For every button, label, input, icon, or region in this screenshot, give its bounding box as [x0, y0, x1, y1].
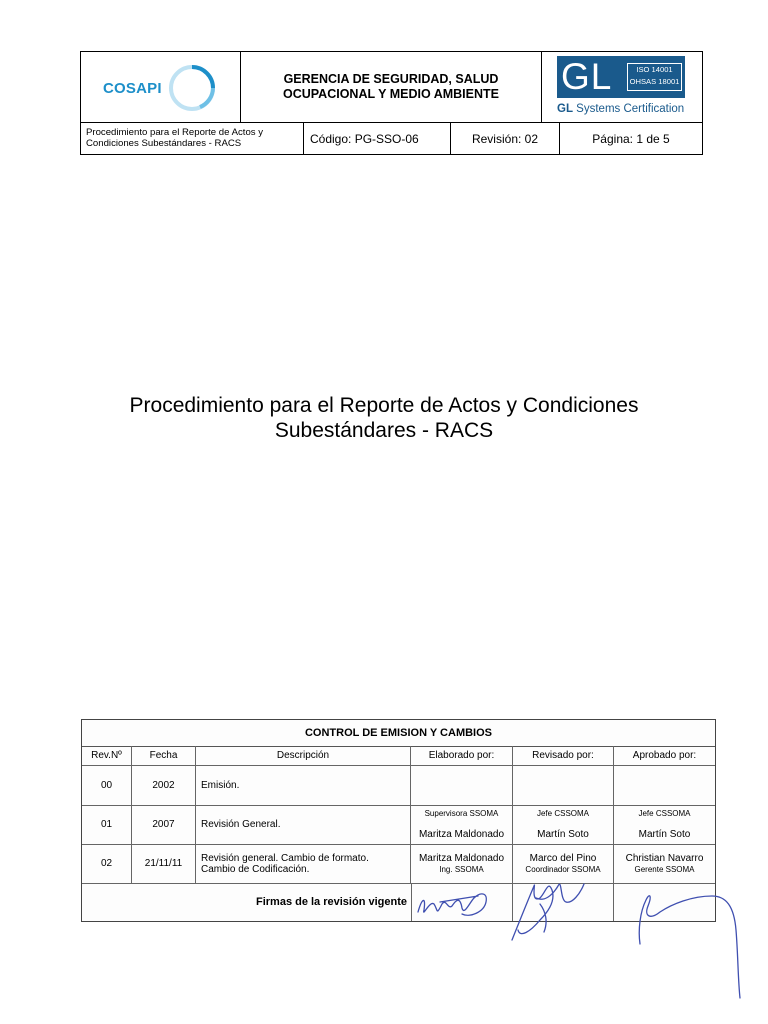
gl-logo-box: [557, 56, 685, 98]
reviewed-role: Coordinador SSOMA: [525, 864, 601, 874]
reviewed-name: Marco del Pino: [529, 852, 597, 864]
gl-brand-bold: GL: [557, 103, 573, 115]
row-date: 21/11/11: [132, 844, 196, 883]
gl-standard-ohsas: OHSAS 18001: [629, 77, 680, 86]
table-row: [82, 844, 715, 884]
elaborated-role: Ing. SSOMA: [439, 864, 484, 874]
column-header-approved: Aprobado por:: [632, 750, 697, 761]
header-row-bottom: [81, 122, 702, 155]
row-approved: [614, 805, 715, 844]
control-table-title: CONTROL DE EMISION Y CAMBIOS: [82, 720, 715, 747]
description-line-2: Cambio de Codificación.: [201, 863, 310, 875]
gl-standard-iso: ISO 14001: [636, 65, 673, 74]
row-rev: 00: [82, 765, 132, 805]
row-date: 2007: [132, 805, 196, 844]
reviewed-role: Jefe CSSOMA: [536, 809, 589, 818]
document-code: Código: PG-SSO-06: [304, 122, 451, 155]
table-row: [82, 805, 715, 845]
approved-role: Jefe CSSOMA: [638, 809, 691, 818]
department-title-cell: [241, 52, 542, 122]
description-line-1: Revisión general. Cambio de formato.: [201, 852, 369, 864]
company-logo: [81, 52, 241, 122]
signatures-label: Firmas de la revisión vigente: [255, 896, 407, 908]
procedure-name: Procedimiento para el Reporte de Actos y Condiciones Subestándares - RACS: [81, 122, 304, 155]
row-elaborated: [411, 805, 513, 844]
control-table-header-row: [82, 746, 715, 766]
table-row: [82, 765, 715, 806]
row-elaborated: [411, 844, 513, 883]
approved-name: Martín Soto: [638, 829, 691, 840]
row-description: Emisión.: [196, 765, 411, 805]
row-reviewed: [513, 844, 614, 883]
document-revision: Revisión: 02: [451, 122, 560, 155]
gl-logo-letters: GL: [561, 56, 613, 97]
row-description: Revisión General.: [196, 805, 411, 844]
approved-role: Gerente SSOMA: [634, 864, 695, 874]
row-rev: 02: [82, 844, 132, 883]
column-header-rev: Rev.Nº: [82, 746, 132, 765]
row-date: 2002: [132, 765, 196, 805]
column-header-description: Descripción: [196, 746, 411, 765]
gl-standards-box: [627, 63, 682, 91]
header-row-top: [81, 52, 702, 123]
certification-logo: [542, 52, 702, 122]
row-approved: [614, 844, 715, 883]
gl-brand-text: [557, 103, 684, 115]
row-approved: [614, 765, 715, 805]
row-reviewed: [513, 805, 614, 844]
elaborated-name: Maritza Maldonado: [418, 829, 505, 840]
row-reviewed: [513, 765, 614, 805]
row-description: [196, 844, 411, 883]
elaborated-role: Supervisora SSOMA: [424, 809, 499, 818]
company-logo-ring-icon: [167, 63, 217, 113]
company-logo-text: COSAPI: [103, 80, 162, 97]
row-elaborated: [411, 765, 513, 805]
column-header-date: Fecha: [132, 746, 196, 765]
column-header-reviewed: Revisado por:: [513, 746, 614, 765]
document-header: [80, 51, 703, 155]
approved-name: Christian Navarro: [625, 852, 704, 864]
row-rev: 01: [82, 805, 132, 844]
control-table: [81, 719, 716, 922]
document-title-line-2: Subestándares - RACS: [274, 419, 494, 442]
elaborated-name: Maritza Maldonado: [418, 852, 505, 864]
column-header-elaborated: Elaborado por:: [411, 746, 513, 765]
signature-cell-approved: [614, 883, 715, 921]
signatures-row: [82, 883, 715, 921]
gl-brand-rest: Systems Certification: [572, 103, 685, 115]
document-title: [60, 393, 708, 443]
signature-cell-reviewed: [513, 883, 614, 921]
page-number: Página: 1 de 5: [592, 131, 670, 146]
department-title: GERENCIA DE SEGURIDAD, SALUD OCUPACIONAL Y MEDIO AMBIENTE: [283, 72, 499, 101]
document-title-line-1: Procedimiento para el Reporte de Actos y Condiciones: [129, 394, 639, 417]
signature-cell-elaborated: [411, 883, 513, 921]
reviewed-name: Martín Soto: [537, 829, 589, 840]
